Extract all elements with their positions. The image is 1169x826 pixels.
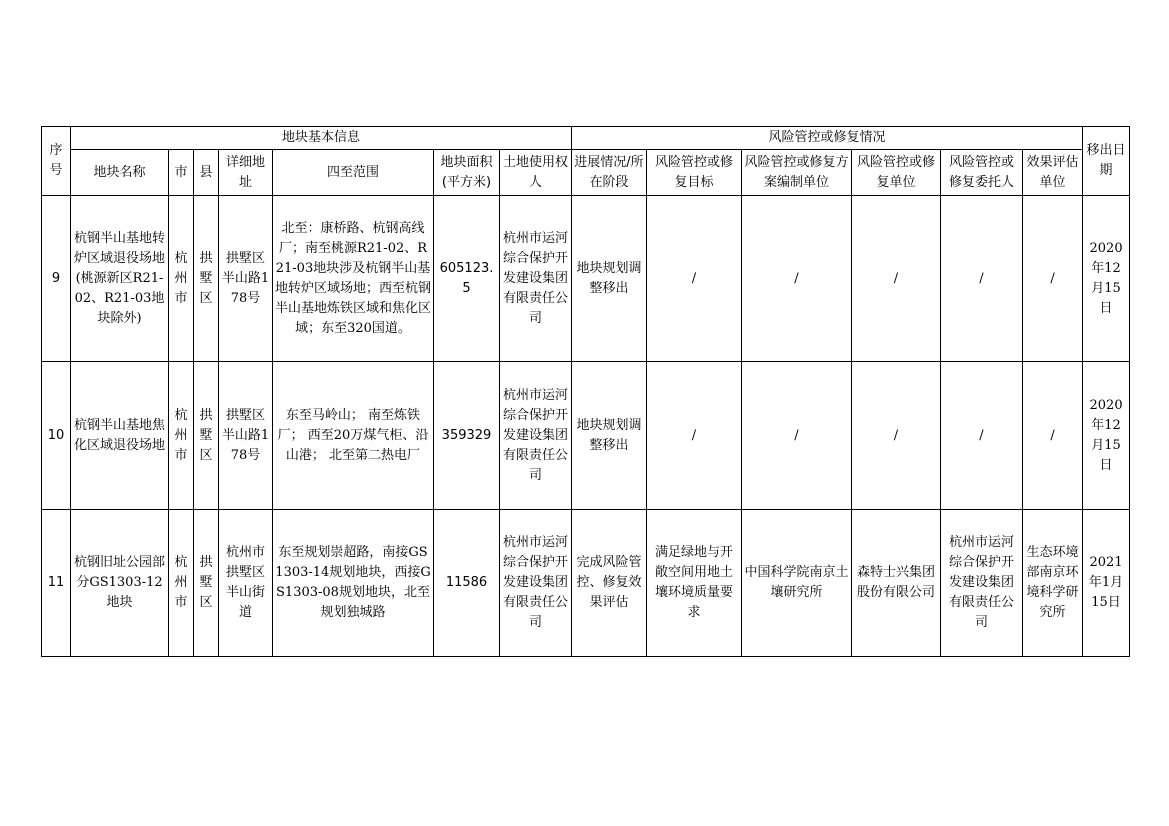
header-group-row	[42, 127, 1130, 150]
cell-client: 杭州市运河综合保护开发建设集团有限责任公司	[941, 510, 1023, 657]
header-group-risk-control: 风险管控或修复情况	[572, 127, 1083, 150]
cell-repair-unit: /	[852, 196, 941, 362]
header-eval-unit: 效果评估单位	[1023, 150, 1083, 196]
cell-progress: 地块规划调整移出	[572, 362, 647, 510]
table-row	[42, 196, 1130, 362]
header-removal-date: 移出日期	[1083, 127, 1130, 196]
cell-plan-unit: 中国科学院南京土壤研究所	[742, 510, 852, 657]
cell-removal-date: 2021年1月15日	[1083, 510, 1130, 657]
cell-area: 605123.5	[434, 196, 500, 362]
cell-eval-unit: /	[1023, 362, 1083, 510]
header-progress: 进展情况/所在阶段	[572, 150, 647, 196]
cell-seq: 9	[42, 196, 71, 362]
cell-area: 11586	[434, 510, 500, 657]
cell-removal-date: 2020年12月15日	[1083, 196, 1130, 362]
cell-client: /	[941, 362, 1023, 510]
cell-removal-date: 2020年12月15日	[1083, 362, 1130, 510]
cell-eval-unit: 生态环境部南京环境科学研究所	[1023, 510, 1083, 657]
table-row	[42, 510, 1130, 657]
header-land-user: 土地使用权人	[500, 150, 572, 196]
cell-land-user: 杭州市运河综合保护开发建设集团有限责任公司	[500, 362, 572, 510]
header-client: 风险管控或修复委托人	[941, 150, 1023, 196]
cell-county: 拱墅区	[194, 510, 219, 657]
cell-county: 拱墅区	[194, 196, 219, 362]
cell-progress: 地块规划调整移出	[572, 196, 647, 362]
header-address: 详细地址	[219, 150, 273, 196]
header-repair-unit: 风险管控或修复单位	[852, 150, 941, 196]
cell-repair-unit: 森特士兴集团股份有限公司	[852, 510, 941, 657]
site-removal-table	[41, 126, 1130, 657]
header-boundaries: 四至范围	[273, 150, 434, 196]
cell-seq: 11	[42, 510, 71, 657]
cell-plan-unit: /	[742, 196, 852, 362]
header-target: 风险管控或修复目标	[647, 150, 742, 196]
header-plan-unit: 风险管控或修复方案编制单位	[742, 150, 852, 196]
cell-address: 拱墅区半山路178号	[219, 362, 273, 510]
cell-area: 359329	[434, 362, 500, 510]
cell-address: 拱墅区半山路178号	[219, 196, 273, 362]
cell-progress: 完成风险管控、修复效果评估	[572, 510, 647, 657]
cell-county: 拱墅区	[194, 362, 219, 510]
cell-city: 杭州市	[169, 362, 194, 510]
table-row	[42, 362, 1130, 510]
header-group-basic-info: 地块基本信息	[71, 127, 572, 150]
header-area: 地块面积(平方米)	[434, 150, 500, 196]
cell-repair-unit: /	[852, 362, 941, 510]
cell-plot-name: 杭钢半山基地转炉区域退役场地(桃源新区R21-02、R21-03地块除外)	[71, 196, 169, 362]
cell-target: 满足绿地与开敞空间用地土壤环境质量要求	[647, 510, 742, 657]
cell-boundaries: 东至马岭山； 南至炼铁厂； 西至20万煤气柜、沿山港； 北至第二热电厂	[273, 362, 434, 510]
cell-city: 杭州市	[169, 510, 194, 657]
cell-boundaries: 东至规划崇超路，南接GS1303-14规划地块，西接GS1303-08规划地块，北至规划独城路	[273, 510, 434, 657]
cell-address: 杭州市拱墅区半山街道	[219, 510, 273, 657]
cell-plot-name: 杭钢旧址公园部分GS1303-12地块	[71, 510, 169, 657]
header-county: 县	[194, 150, 219, 196]
header-plot-name: 地块名称	[71, 150, 169, 196]
cell-eval-unit: /	[1023, 196, 1083, 362]
header-columns-row	[42, 150, 1130, 196]
cell-target: /	[647, 196, 742, 362]
cell-land-user: 杭州市运河综合保护开发建设集团有限责任公司	[500, 196, 572, 362]
cell-boundaries: 北至：康桥路、杭钢高线厂；南至桃源R21-02、R21-03地块涉及杭钢半山基地转炉区域场地；西至杭钢半山基地炼铁区域和焦化区域；东至320国道。	[273, 196, 434, 362]
cell-client: /	[941, 196, 1023, 362]
cell-plot-name: 杭钢半山基地焦化区域退役场地	[71, 362, 169, 510]
header-seq: 序号	[42, 127, 71, 196]
header-city: 市	[169, 150, 194, 196]
cell-seq: 10	[42, 362, 71, 510]
cell-land-user: 杭州市运河综合保护开发建设集团有限责任公司	[500, 510, 572, 657]
cell-plan-unit: /	[742, 362, 852, 510]
cell-city: 杭州市	[169, 196, 194, 362]
cell-target: /	[647, 362, 742, 510]
